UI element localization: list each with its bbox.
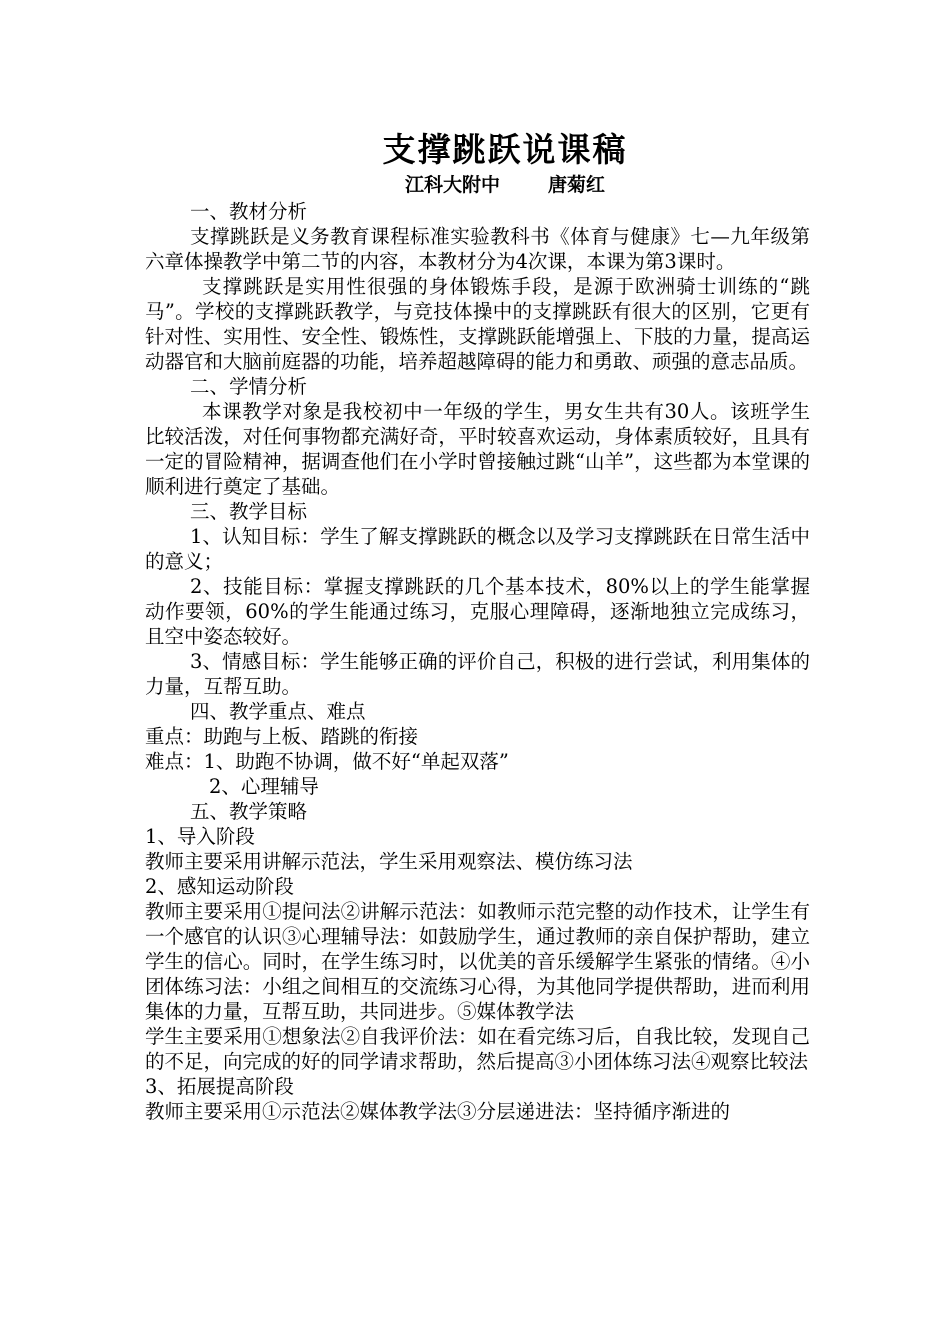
paragraph: 学生主要采用①想象法②自我评价法：如在看完练习后，自我比较，发现自己的不足，向完成的好的同学请求帮助，然后提高③小团体练习法④观察比较法 bbox=[145, 1025, 810, 1073]
section-heading-materials: 一、教材分析 bbox=[190, 200, 308, 223]
section-heading-students: 二、学情分析 bbox=[190, 375, 308, 398]
author-school: 江科大附中 bbox=[404, 174, 500, 196]
difficulty-item: 2、心理辅导 bbox=[209, 775, 319, 798]
paragraph: 教师主要采用①示范法②媒体教学法③分层递进法：坚持循序渐进的 bbox=[145, 1100, 731, 1123]
goal-item: 1、认知目标：学生了解支撑跳跃的概念以及学习支撑跳跃在日常生活中的意义； bbox=[145, 525, 810, 573]
goal-item: 2、技能目标：掌握支撑跳跃的几个基本技术，80%以上的学生能掌握动作要领，60%的学生能通过练习，克服心理障碍，逐渐地独立完成练习，且空中姿态较好。 bbox=[145, 575, 810, 648]
paragraph: 教师主要采用①提问法②讲解示范法：如教师示范完整的动作技术，让学生有一个感官的认识③心理辅导法：如鼓励学生，通过教师的亲自保护帮助，建立学生的信心。同时，在学生练习时，以优美的音乐缓解学生紧张的情绪。④小团体练习法：小组之间相互的交流练习心得，为其他同学提供帮助，进而利用集体的力量，互帮互助，共同进步。⑤媒体教学法 bbox=[145, 900, 810, 1023]
difficulty-item: 难点：1、助跑不协调，做不好“单起双落” bbox=[145, 750, 509, 773]
author-line bbox=[145, 172, 810, 199]
document-title: 支撑跳跃说课稿 bbox=[382, 130, 628, 169]
goal-item: 3、情感目标：学生能够正确的评价自己，积极的进行尝试，利用集体的力量，互帮互助。 bbox=[145, 650, 810, 698]
paragraph: 教师主要采用讲解示范法，学生采用观察法、模仿练习法 bbox=[145, 850, 633, 873]
author-name: 唐菊红 bbox=[548, 174, 606, 196]
section-heading-strategy: 五、教学策略 bbox=[190, 800, 308, 823]
paragraph: 本课教学对象是我校初中一年级的学生，男女生共有30人。该班学生比较活泼，对任何事物都充满好奇，平时较喜欢运动，身体素质较好，且具有一定的冒险精神，据调查他们在小学时曾接触过跳“山羊”，这些都为本堂课的顺利进行奠定了基础。 bbox=[145, 400, 810, 498]
stage-title: 3、拓展提高阶段 bbox=[145, 1075, 294, 1098]
stage-title: 2、感知运动阶段 bbox=[145, 875, 294, 898]
paragraph: 支撑跳跃是实用性很强的身体锻炼手段，是源于欧洲骑士训练的“跳马”。学校的支撑跳跃教学，与竞技体操中的支撑跳跃有很大的区别，它更有针对性、实用性、安全性、锻炼性，支撑跳跃能增强上、下肢的力量，提高运动器官和大脑前庭器的功能，培养超越障碍的能力和勇敢、顽强的意志品质。 bbox=[145, 275, 810, 373]
paragraph: 支撑跳跃是义务教育课程标准实验教科书《体育与健康》七—九年级第六章体操教学中第二节的内容，本教材分为4次课，本课为第3课时。 bbox=[145, 225, 810, 273]
section-heading-goals: 三、教学目标 bbox=[190, 500, 308, 523]
key-point: 重点：助跑与上板、踏跳的衔接 bbox=[145, 725, 419, 748]
stage-title: 1、导入阶段 bbox=[145, 825, 255, 848]
document-body bbox=[145, 128, 810, 1124]
section-heading-key-points: 四、教学重点、难点 bbox=[190, 700, 366, 723]
